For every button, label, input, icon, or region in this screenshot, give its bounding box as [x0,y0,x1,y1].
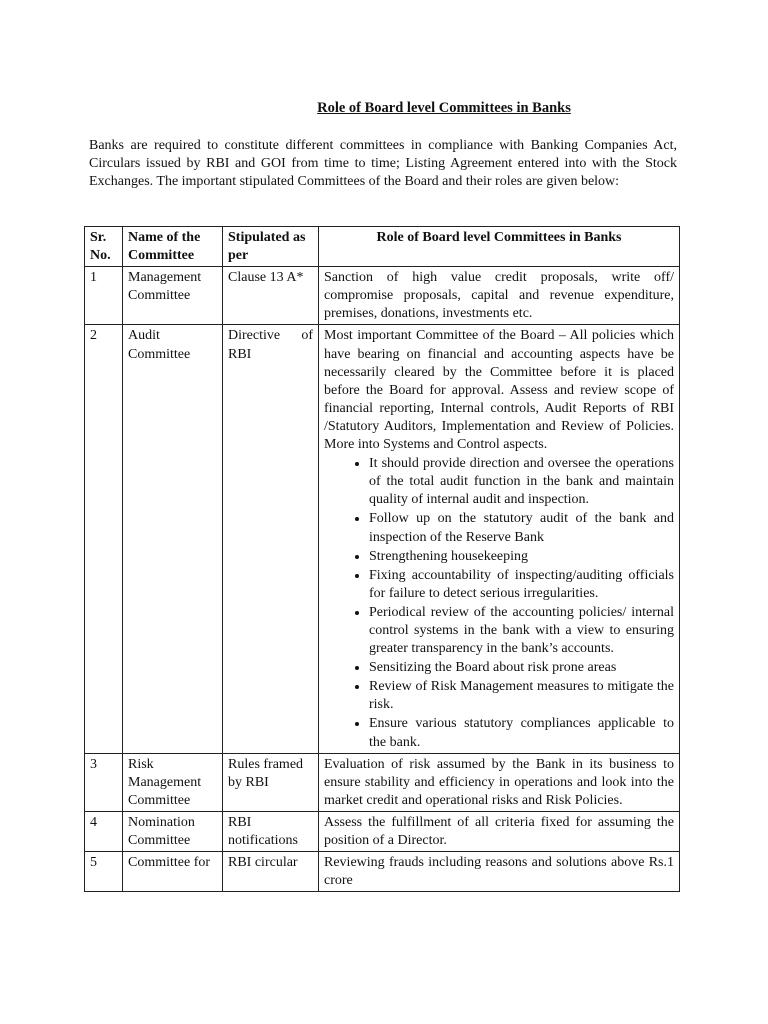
cell-sr: 1 [85,267,123,325]
list-item: • Periodical review of the accounting policies/ internal control systems in the bank with a view to ensuring greater transparency in the bank’s accounts. [369,603,674,658]
cell-role: Sanction of high value credit proposals, write off/ compromise proposals, capital and revenue expenditure, premises, donations, investments etc. [319,267,680,325]
header-name: Name of the Committee [123,227,223,267]
cell-name: Audit Committee [123,325,223,753]
list-item: • Follow up on the statutory audit of the bank and inspection of the Reserve Bank [369,509,674,546]
cell-stipulated: Directive of RBI [223,325,319,753]
cell-sr: 2 [85,325,123,753]
cell-name: Risk Management Committee [123,753,223,811]
document-title: Role of Board level Committees in Banks [317,100,571,116]
list-item: • Ensure various statutory compliances applicable to the bank. [369,714,674,751]
cell-sr: 5 [85,852,123,892]
intro-paragraph: Banks are required to constitute different committees in compliance with Banking Companies Act, Circulars issued by RBI and GOI from time to time; Listing Agreement entered into with the Stock Exchanges. The important stipulated Committees of the Board and their roles are given below: [89,138,677,190]
cell-role [319,325,680,753]
list-item: • Sensitizing the Board about risk prone areas [369,658,674,677]
table-row [85,753,680,811]
table-row [85,325,680,753]
cell-role: Evaluation of risk assumed by the Bank in its business to ensure stability and efficiency in operations and look into the market credit and operational risks and Risk Policies. [319,753,680,811]
header-sr: Sr. No. [85,227,123,267]
header-role: Role of Board level Committees in Banks [319,227,680,267]
cell-stipulated: Clause 13 A* [223,267,319,325]
cell-stipulated: Rules framed by RBI [223,753,319,811]
list-item: • Review of Risk Management measures to mitigate the risk. [369,677,674,714]
cell-sr: 4 [85,811,123,851]
cell-name: Management Committee [123,267,223,325]
cell-role: Assess the fulfillment of all criteria fixed for assuming the position of a Director. [319,811,680,851]
table-header-row [85,227,680,267]
table-row [85,852,680,892]
role-text: Most important Committee of the Board – All policies which have bearing on financial and accounting aspects have be necessarily cleared by the Committee before it is placed before the Board for approval. Assess and review scope of financial reporting, Internal controls, Audit Reports of RBI /Statutory Auditors, Implementation and Review of Policies. More into Systems and Control aspects. [324,328,674,453]
table-row [85,267,680,325]
list-item: • Fixing accountability of inspecting/auditing officials for failure to detect serious irregularities. [369,566,674,603]
list-item: • Strengthening housekeeping [369,547,674,566]
cell-stipulated: RBI notifications [223,811,319,851]
committees-table [84,226,680,892]
cell-stipulated: RBI circular [223,852,319,892]
list-item: • It should provide direction and oversee the operations of the total audit function in the bank and maintain quality of internal audit and inspection. [369,454,674,509]
bullet-list [324,454,674,752]
table-row [85,811,680,851]
cell-name: Committee for [123,852,223,892]
cell-role: Reviewing frauds including reasons and solutions above Rs.1 crore [319,852,680,892]
cell-sr: 3 [85,753,123,811]
cell-name: Nomination Committee [123,811,223,851]
header-stipulated: Stipulated as per [223,227,319,267]
